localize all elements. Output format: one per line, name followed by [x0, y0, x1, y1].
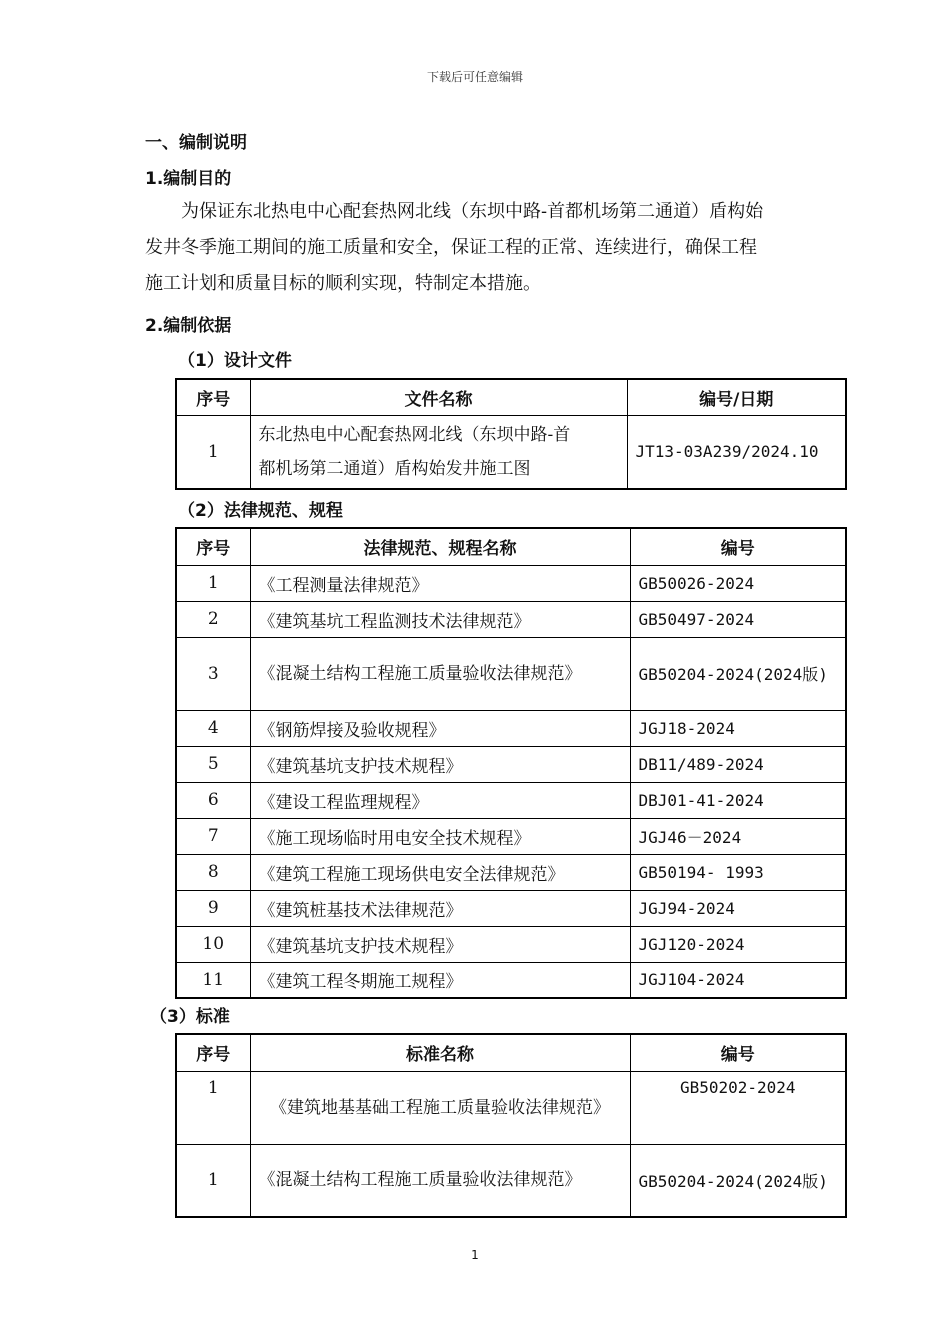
purpose-line: 施工计划和质量目标的顺利实现，特制定本措施。 — [145, 273, 541, 294]
section-title: 一、编制说明 — [145, 133, 247, 153]
cell-name: 《建设工程监理规程》 — [250, 782, 630, 818]
subsection-title-purpose: 1.编制目的 — [145, 169, 232, 189]
cell-no: 6 — [176, 782, 250, 818]
cell-name: 《工程测量法律规范》 — [250, 565, 630, 601]
cell-name: 《混凝土结构工程施工质量验收法律规范》 — [250, 1144, 630, 1217]
table-header-row — [176, 528, 846, 565]
purpose-line: 发井冬季施工期间的施工质量和安全，保证工程的正常、连续进行，确保工程 — [145, 237, 757, 258]
cell-name: 《建筑工程冬期施工规程》 — [250, 962, 630, 998]
table-row — [176, 637, 846, 710]
cell-no: 1 — [176, 1071, 250, 1144]
purpose-line: 为保证东北热电中心配套热网北线（东坝中路-首都机场第二通道）盾构始 — [181, 201, 764, 222]
table-row — [176, 890, 846, 926]
table-row — [176, 1144, 846, 1217]
header-name: 法律规范、规程名称 — [250, 528, 630, 565]
cell-code: GB50497-2024 — [630, 601, 846, 637]
cell-code: JGJ104-2024 — [630, 962, 846, 998]
header-code: 编号 — [630, 528, 846, 565]
cell-no: 4 — [176, 710, 250, 746]
subsection-title-basis: 2.编制依据 — [145, 316, 232, 336]
cell-code: GB50204-2024(2024版) — [630, 637, 846, 710]
cell-code: JGJ120-2024 — [630, 926, 846, 962]
cell-code: JGJ18-2024 — [630, 710, 846, 746]
cell-code: GB50194- 1993 — [630, 854, 846, 890]
table-row — [176, 710, 846, 746]
header-name: 标准名称 — [250, 1034, 630, 1071]
table-row — [176, 962, 846, 998]
cell-no: 2 — [176, 601, 250, 637]
cell-name: 《施工现场临时用电安全技术规程》 — [250, 818, 630, 854]
cell-name-line: 东北热电中心配套热网北线（东坝中路-首 — [258, 424, 571, 445]
page-number: 1 — [471, 1248, 479, 1262]
table-row — [176, 415, 846, 489]
cell-name: 《混凝土结构工程施工质量验收法律规范》 — [250, 637, 630, 710]
cell-no: 1 — [176, 415, 250, 489]
cell-code: DB11/489-2024 — [630, 746, 846, 782]
table-row — [176, 926, 846, 962]
header-code: 编号 — [630, 1034, 846, 1071]
standards-table — [175, 1033, 847, 1218]
cell-no: 7 — [176, 818, 250, 854]
table-row — [176, 818, 846, 854]
cell-name: 《钢筋焊接及验收规程》 — [250, 710, 630, 746]
header-no: 序号 — [176, 1034, 250, 1071]
cell-code: DBJ01-41-2024 — [630, 782, 846, 818]
table-row — [176, 601, 846, 637]
cell-code: GB50026-2024 — [630, 565, 846, 601]
table-row — [176, 1071, 846, 1144]
purpose-paragraph — [145, 194, 825, 302]
design-docs-title: （1）设计文件 — [178, 351, 292, 371]
cell-no: 5 — [176, 746, 250, 782]
design-docs-table — [175, 378, 847, 490]
cell-code: GB50202-2024 — [630, 1071, 846, 1144]
cell-name: 《建筑桩基技术法律规范》 — [250, 890, 630, 926]
table-row — [176, 565, 846, 601]
header-name: 文件名称 — [250, 379, 627, 415]
cell-name: 《建筑基坑工程监测技术法律规范》 — [250, 601, 630, 637]
cell-name: 《建筑地基基础工程施工质量验收法律规范》 — [250, 1071, 630, 1144]
cell-no: 1 — [176, 565, 250, 601]
cell-code: JGJ94-2024 — [630, 890, 846, 926]
table-row — [176, 782, 846, 818]
cell-no: 1 — [176, 1144, 250, 1217]
table-row — [176, 746, 846, 782]
header-code: 编号/日期 — [627, 379, 846, 415]
header-no: 序号 — [176, 528, 250, 565]
table-header-row — [176, 1034, 846, 1071]
cell-name: 《建筑基坑支护技术规程》 — [250, 746, 630, 782]
standards-title: （3）标准 — [150, 1007, 230, 1027]
header-no: 序号 — [176, 379, 250, 415]
cell-no: 8 — [176, 854, 250, 890]
laws-title: （2）法律规范、规程 — [178, 501, 343, 521]
cell-code: GB50204-2024(2024版) — [630, 1144, 846, 1217]
cell-code: JT13-03A239/2024.10 — [627, 415, 846, 489]
cell-code: JGJ46－2024 — [630, 818, 846, 854]
cell-name-line: 都机场第二通道）盾构始发井施工图 — [258, 458, 531, 479]
laws-table — [175, 527, 847, 999]
cell-name: 《建筑工程施工现场供电安全法律规范》 — [250, 854, 630, 890]
cell-no: 3 — [176, 637, 250, 710]
cell-no: 10 — [176, 926, 250, 962]
cell-no: 11 — [176, 962, 250, 998]
cell-no: 9 — [176, 890, 250, 926]
table-row — [176, 854, 846, 890]
table-header-row — [176, 379, 846, 415]
cell-name — [250, 415, 627, 489]
page-header-note: 下载后可任意编辑 — [426, 70, 523, 84]
cell-name: 《建筑基坑支护技术规程》 — [250, 926, 630, 962]
